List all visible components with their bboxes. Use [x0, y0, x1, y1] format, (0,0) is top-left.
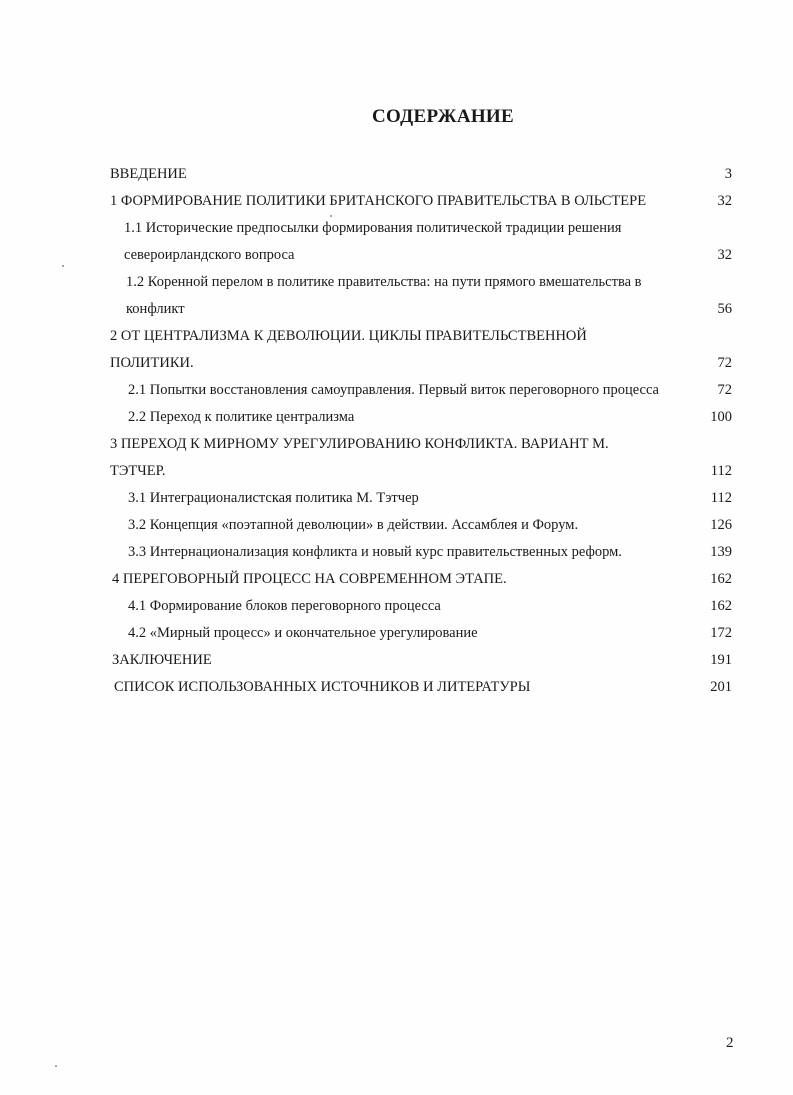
toc-entry-title-line-2: ТЭТЧЕР.	[110, 463, 166, 479]
toc-entry-section-3-1[interactable]	[128, 485, 419, 512]
toc-entry-title: ВВЕДЕНИЕ	[110, 166, 187, 182]
scan-speck	[55, 1065, 57, 1067]
toc-entry-chapter-2[interactable]	[110, 323, 587, 377]
toc-entry-page: 162	[710, 571, 732, 587]
toc-entry-page: 201	[710, 679, 732, 695]
toc-entry-title: СПИСОК ИСПОЛЬЗОВАННЫХ ИСТОЧНИКОВ И ЛИТЕРАТУРЫ	[114, 679, 531, 695]
toc-entry-section-4-2[interactable]	[128, 620, 478, 647]
toc-entry-title: 1 ФОРМИРОВАНИЕ ПОЛИТИКИ БРИТАНСКОГО ПРАВИТЕЛЬСТВА В ОЛЬСТЕРЕ	[110, 193, 647, 209]
toc-entry-title-line-1: 1.1 Исторические предпосылки формирования политической традиции решения	[124, 220, 622, 236]
page-title: СОДЕРЖАНИЕ	[372, 106, 514, 127]
toc-entry-title: 3.2 Концепция «поэтапной деволюции» в действии. Ассамблея и Форум.	[128, 517, 579, 533]
toc-entry-page: 32	[717, 247, 732, 263]
toc-entry-title: 4.1 Формирование блоков переговорного процесса	[128, 598, 441, 614]
toc-entry-page: 56	[717, 301, 732, 317]
toc-entry-title-line-2: североирландского вопроса	[124, 247, 295, 263]
toc-entry-section-4-1[interactable]	[128, 593, 441, 620]
toc-entry-chapter-4[interactable]	[112, 566, 507, 593]
page-number: 2	[726, 1035, 734, 1051]
toc-entry-title-line-2: ПОЛИТИКИ.	[110, 355, 194, 371]
toc-entry-page: 112	[710, 463, 732, 479]
toc-entry-page: 112	[710, 490, 732, 506]
toc-entry-title: 4 ПЕРЕГОВОРНЫЙ ПРОЦЕСС НА СОВРЕМЕННОМ ЭТАПЕ.	[112, 571, 507, 587]
toc-entry-title: 3.1 Интеграционалистская политика М. Тэтчер	[128, 490, 419, 506]
toc-entry-title: 4.2 «Мирный процесс» и окончательное урегулирование	[128, 625, 478, 641]
toc-entry-page: 126	[710, 517, 732, 533]
toc-entry-chapter-1[interactable]	[110, 188, 646, 215]
toc-entry-page: 191	[710, 652, 732, 668]
scan-speck	[62, 265, 64, 267]
toc-entry-section-1-1[interactable]	[124, 215, 621, 269]
toc-entry-section-2-2[interactable]	[128, 404, 354, 431]
toc-entry-section-3-3[interactable]	[128, 539, 622, 566]
toc-entry-introduction[interactable]	[110, 161, 187, 188]
toc-entry-section-3-2[interactable]	[128, 512, 578, 539]
toc-entry-chapter-3[interactable]	[110, 431, 609, 485]
toc-entry-title-line-1: 1.2 Коренной перелом в политике правительства: на пути прямого вмешательства в	[126, 274, 642, 290]
toc-entry-bibliography[interactable]	[114, 674, 530, 701]
toc-entry-title-line-1: 3 ПЕРЕХОД К МИРНОМУ УРЕГУЛИРОВАНИЮ КОНФЛИКТА. ВАРИАНТ М.	[110, 436, 609, 452]
toc-entry-title-line-1: 2 ОТ ЦЕНТРАЛИЗМА К ДЕВОЛЮЦИИ. ЦИКЛЫ ПРАВИТЕЛЬСТВЕННОЙ	[110, 328, 587, 344]
toc-entry-conclusion[interactable]	[112, 647, 212, 674]
toc-entry-title: 2.2 Переход к политике централизма	[128, 409, 355, 425]
scan-speck	[330, 215, 332, 217]
toc-entry-title: 3.3 Интернационализация конфликта и новый курс правительственных реформ.	[128, 544, 622, 560]
toc-entry-page: 100	[710, 409, 732, 425]
toc-entry-title: 2.1 Попытки восстановления самоуправления. Первый виток переговорного процесса	[128, 382, 659, 398]
toc-entry-section-1-2[interactable]	[126, 269, 642, 323]
toc-entry-page: 162	[710, 598, 732, 614]
toc-entry-page: 3	[724, 166, 732, 182]
toc-entry-section-2-1[interactable]	[128, 377, 659, 404]
toc-entry-page: 32	[717, 193, 732, 209]
toc-entry-page: 72	[717, 382, 732, 398]
toc-entry-page: 172	[710, 625, 732, 641]
toc-entry-page: 139	[710, 544, 732, 560]
toc-entry-title-line-2: конфликт	[126, 301, 185, 317]
toc-entry-page: 72	[717, 355, 732, 371]
toc-entry-title: ЗАКЛЮЧЕНИЕ	[112, 652, 212, 668]
